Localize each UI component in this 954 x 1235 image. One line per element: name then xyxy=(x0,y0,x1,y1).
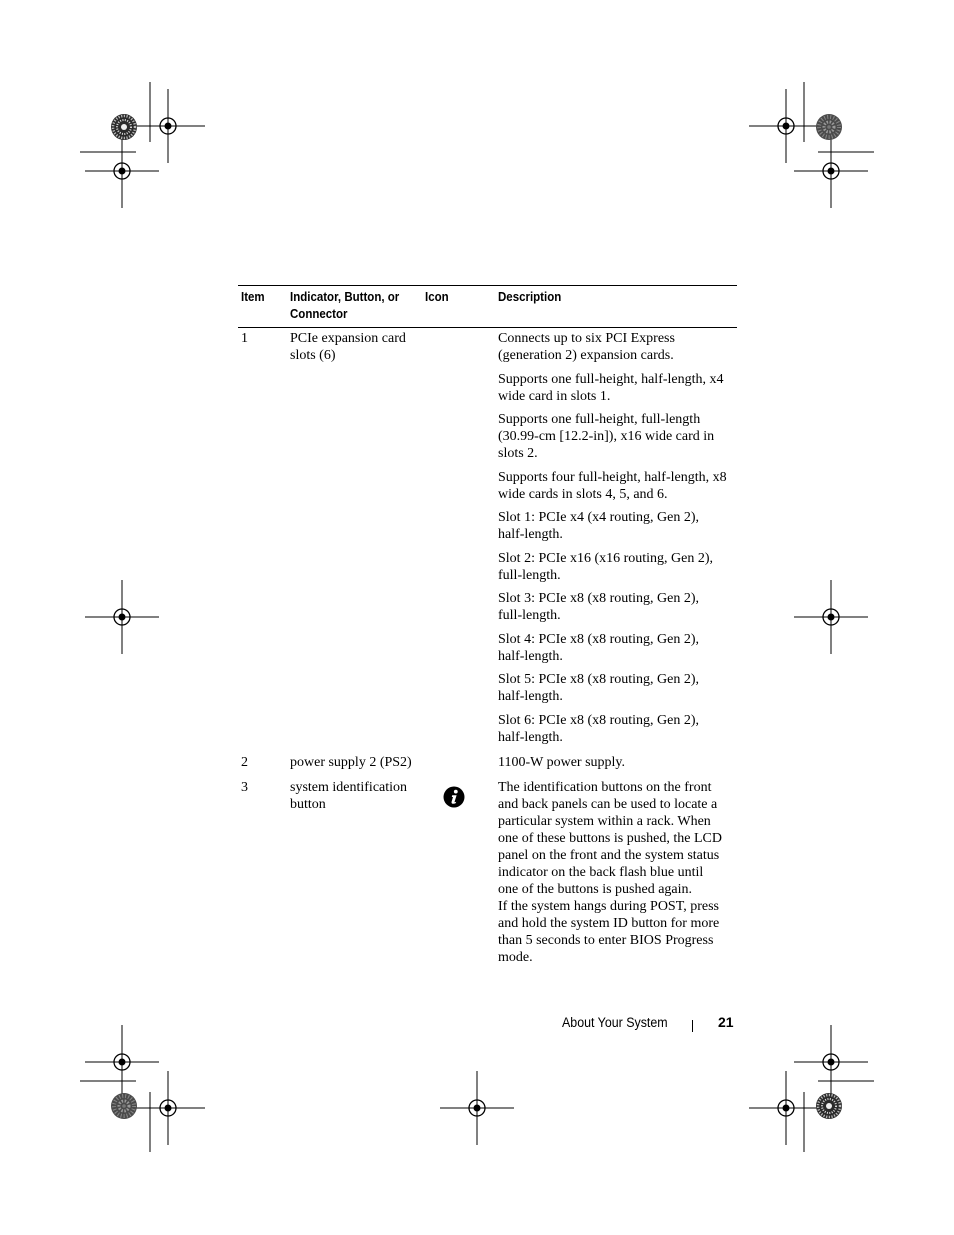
header-indicator-line1: Indicator, Button, or xyxy=(290,290,400,304)
description-line: particular system within a rack. When xyxy=(498,814,711,829)
header-indicator xyxy=(290,289,399,323)
page-number: 21 xyxy=(718,1014,734,1030)
description-paragraph xyxy=(498,509,738,543)
description-paragraph xyxy=(498,330,738,364)
header-description: Description xyxy=(498,290,562,304)
description-line: full-length. xyxy=(498,608,561,623)
description-line: half-length. xyxy=(498,527,563,542)
row-2-name-line: power supply 2 (PS2) xyxy=(290,755,412,770)
description-line: Slot 3: PCIe x8 (x8 routing, Gen 2), xyxy=(498,591,700,606)
description-line: one of these buttons is pushed, the LCD xyxy=(498,831,722,846)
description-line: one of the buttons is pushed again. xyxy=(498,882,693,897)
description-line: mode. xyxy=(498,950,533,965)
description-line: If the system hangs during POST, press xyxy=(498,899,719,914)
description-line: 1100-W power supply. xyxy=(498,755,626,770)
info-icon xyxy=(443,786,465,808)
header-indicator-line2: Connector xyxy=(290,307,348,321)
row-3-name-line: button xyxy=(290,797,326,812)
header-item: Item xyxy=(241,290,265,304)
description-line: full-length. xyxy=(498,567,561,583)
row-1-description xyxy=(498,330,738,746)
description-paragraph xyxy=(498,371,738,405)
description-paragraph xyxy=(498,779,738,898)
description-paragraph xyxy=(498,631,738,665)
footer-section-title: About Your System xyxy=(562,1015,668,1030)
description-line: Slot 1: PCIe x4 (x4 routing, Gen 2), xyxy=(498,510,700,525)
crop-marks xyxy=(80,82,874,1152)
description-paragraph xyxy=(498,712,738,746)
description-line: wide cards in slots 4, 5, and 6. xyxy=(498,486,668,502)
description-line: wide card in slots 1. xyxy=(498,388,611,404)
row-2-name xyxy=(290,754,412,771)
description-line: Supports one full-height, half-length, x4 xyxy=(498,371,724,387)
description-line: (generation 2) expansion cards. xyxy=(498,348,674,363)
description-paragraph xyxy=(498,411,738,462)
description-line: Slot 6: PCIe x8 (x8 routing, Gen 2), xyxy=(498,712,700,728)
header-icon: Icon xyxy=(425,290,449,304)
description-paragraph xyxy=(498,898,738,966)
table-header-rule xyxy=(238,327,737,328)
description-line: than 5 seconds to enter BIOS Progress xyxy=(498,933,714,948)
description-line: and hold the system ID button for more xyxy=(498,916,720,931)
table-top-rule xyxy=(238,285,737,286)
description-line: half-length. xyxy=(498,689,563,704)
row-1-name xyxy=(290,330,406,364)
description-line: Connects up to six PCI Express xyxy=(498,331,675,346)
description-line: Supports four full-height, half-length, x8 xyxy=(498,469,727,485)
description-paragraph xyxy=(498,550,738,584)
registration-targets xyxy=(85,89,868,1145)
description-line: half-length. xyxy=(498,648,563,664)
description-line: Slot 4: PCIe x8 (x8 routing, Gen 2), xyxy=(498,631,700,647)
row-3-description xyxy=(498,779,738,966)
row-3-name xyxy=(290,779,407,813)
description-paragraph xyxy=(498,590,738,624)
description-line: The identification buttons on the front xyxy=(498,780,712,795)
row-1-name-line: slots (6) xyxy=(290,348,336,363)
row-2-item: 2 xyxy=(241,755,248,770)
row-3-item: 3 xyxy=(241,780,248,795)
row-1-item: 1 xyxy=(241,331,248,346)
description-line: indicator on the back flash blue until xyxy=(498,865,704,880)
description-line: Supports one full-height, full-length xyxy=(498,412,701,427)
description-paragraph xyxy=(498,671,738,705)
description-paragraph xyxy=(498,469,738,503)
footer-separator xyxy=(692,1020,693,1032)
description-line: slots 2. xyxy=(498,446,538,461)
description-line: and back panels can be used to locate a xyxy=(498,797,718,812)
description-line: Slot 2: PCIe x16 (x16 routing, Gen 2), xyxy=(498,550,714,566)
description-line: Slot 5: PCIe x8 (x8 routing, Gen 2), xyxy=(498,672,700,687)
description-line: half-length. xyxy=(498,729,563,745)
row-1-name-line: PCIe expansion card xyxy=(290,331,406,346)
row-3-name-line: system identification xyxy=(290,780,408,795)
row-2-description xyxy=(498,754,738,771)
description-line: panel on the front and the system status xyxy=(498,848,720,863)
description-line: (30.99-cm [12.2-in]), x16 wide card in xyxy=(498,429,715,444)
